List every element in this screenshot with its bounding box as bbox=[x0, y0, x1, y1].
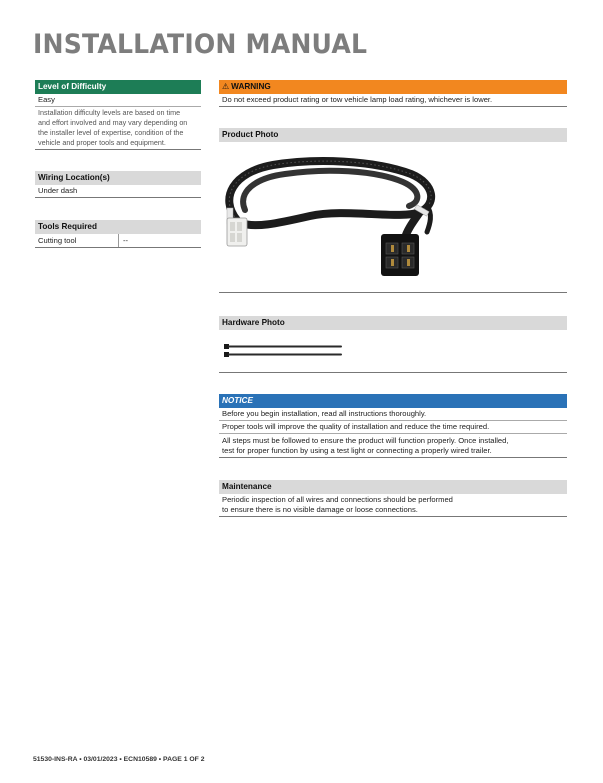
difficulty-value: Easy bbox=[38, 95, 55, 104]
maintenance-line-2: to ensure there is no visible damage or loose connections. bbox=[222, 505, 418, 514]
tools-header: Tools Required bbox=[35, 220, 201, 234]
divider bbox=[35, 106, 201, 107]
warning-text: Do not exceed product rating or tow vehicle lamp load rating, whichever is lower. bbox=[222, 95, 493, 104]
divider bbox=[219, 372, 567, 373]
page-title: INSTALLATION MANUAL bbox=[33, 29, 368, 60]
divider bbox=[219, 106, 567, 107]
page-footer: 51530-INS-RA • 03/01/2023 • ECN10589 • PAGE 1 OF 2 bbox=[33, 756, 205, 763]
difficulty-desc-2: and effort involved and may vary depending on bbox=[38, 118, 188, 127]
wiring-header: Wiring Location(s) bbox=[35, 171, 201, 185]
notice-item-2: Proper tools will improve the quality of installation and reduce the time required. bbox=[222, 422, 490, 431]
tool-name: Cutting tool bbox=[38, 236, 77, 245]
notice-header: NOTICE bbox=[219, 394, 567, 408]
hardware-photo-header: Hardware Photo bbox=[219, 316, 567, 330]
divider bbox=[219, 457, 567, 458]
difficulty-desc-3: the installer level of expertise, condition of the bbox=[38, 128, 184, 137]
harness-photo bbox=[215, 148, 455, 283]
divider bbox=[35, 149, 201, 150]
warning-label: WARNING bbox=[231, 82, 271, 91]
divider bbox=[219, 433, 567, 434]
difficulty-header: Level of Difficulty bbox=[35, 80, 201, 94]
maintenance-line-1: Periodic inspection of all wires and connections should be performed bbox=[222, 495, 453, 504]
divider bbox=[219, 420, 567, 421]
notice-item-3-line-1: All steps must be followed to ensure the product will function properly. Once installed, bbox=[222, 436, 509, 445]
maintenance-header: Maintenance bbox=[219, 480, 567, 494]
notice-item-3-line-2: test for proper function by using a test light or connecting a properly wired trailer. bbox=[222, 446, 492, 455]
tool-qty: -- bbox=[123, 236, 129, 245]
divider bbox=[118, 234, 119, 247]
product-photo-header: Product Photo bbox=[219, 128, 567, 142]
divider bbox=[35, 197, 201, 198]
difficulty-desc-1: Installation difficulty levels are based on time bbox=[38, 108, 181, 117]
cable-ties-photo bbox=[222, 341, 347, 361]
warning-header bbox=[219, 80, 567, 94]
wiring-value: Under dash bbox=[38, 186, 78, 195]
warning-triangle-icon: ⚠ bbox=[222, 82, 230, 91]
divider bbox=[219, 516, 567, 517]
divider bbox=[219, 292, 567, 293]
notice-item-1: Before you begin installation, read all instructions thoroughly. bbox=[222, 409, 427, 418]
divider bbox=[35, 247, 201, 248]
difficulty-desc-4: vehicle and proper tools and equipment. bbox=[38, 138, 166, 147]
